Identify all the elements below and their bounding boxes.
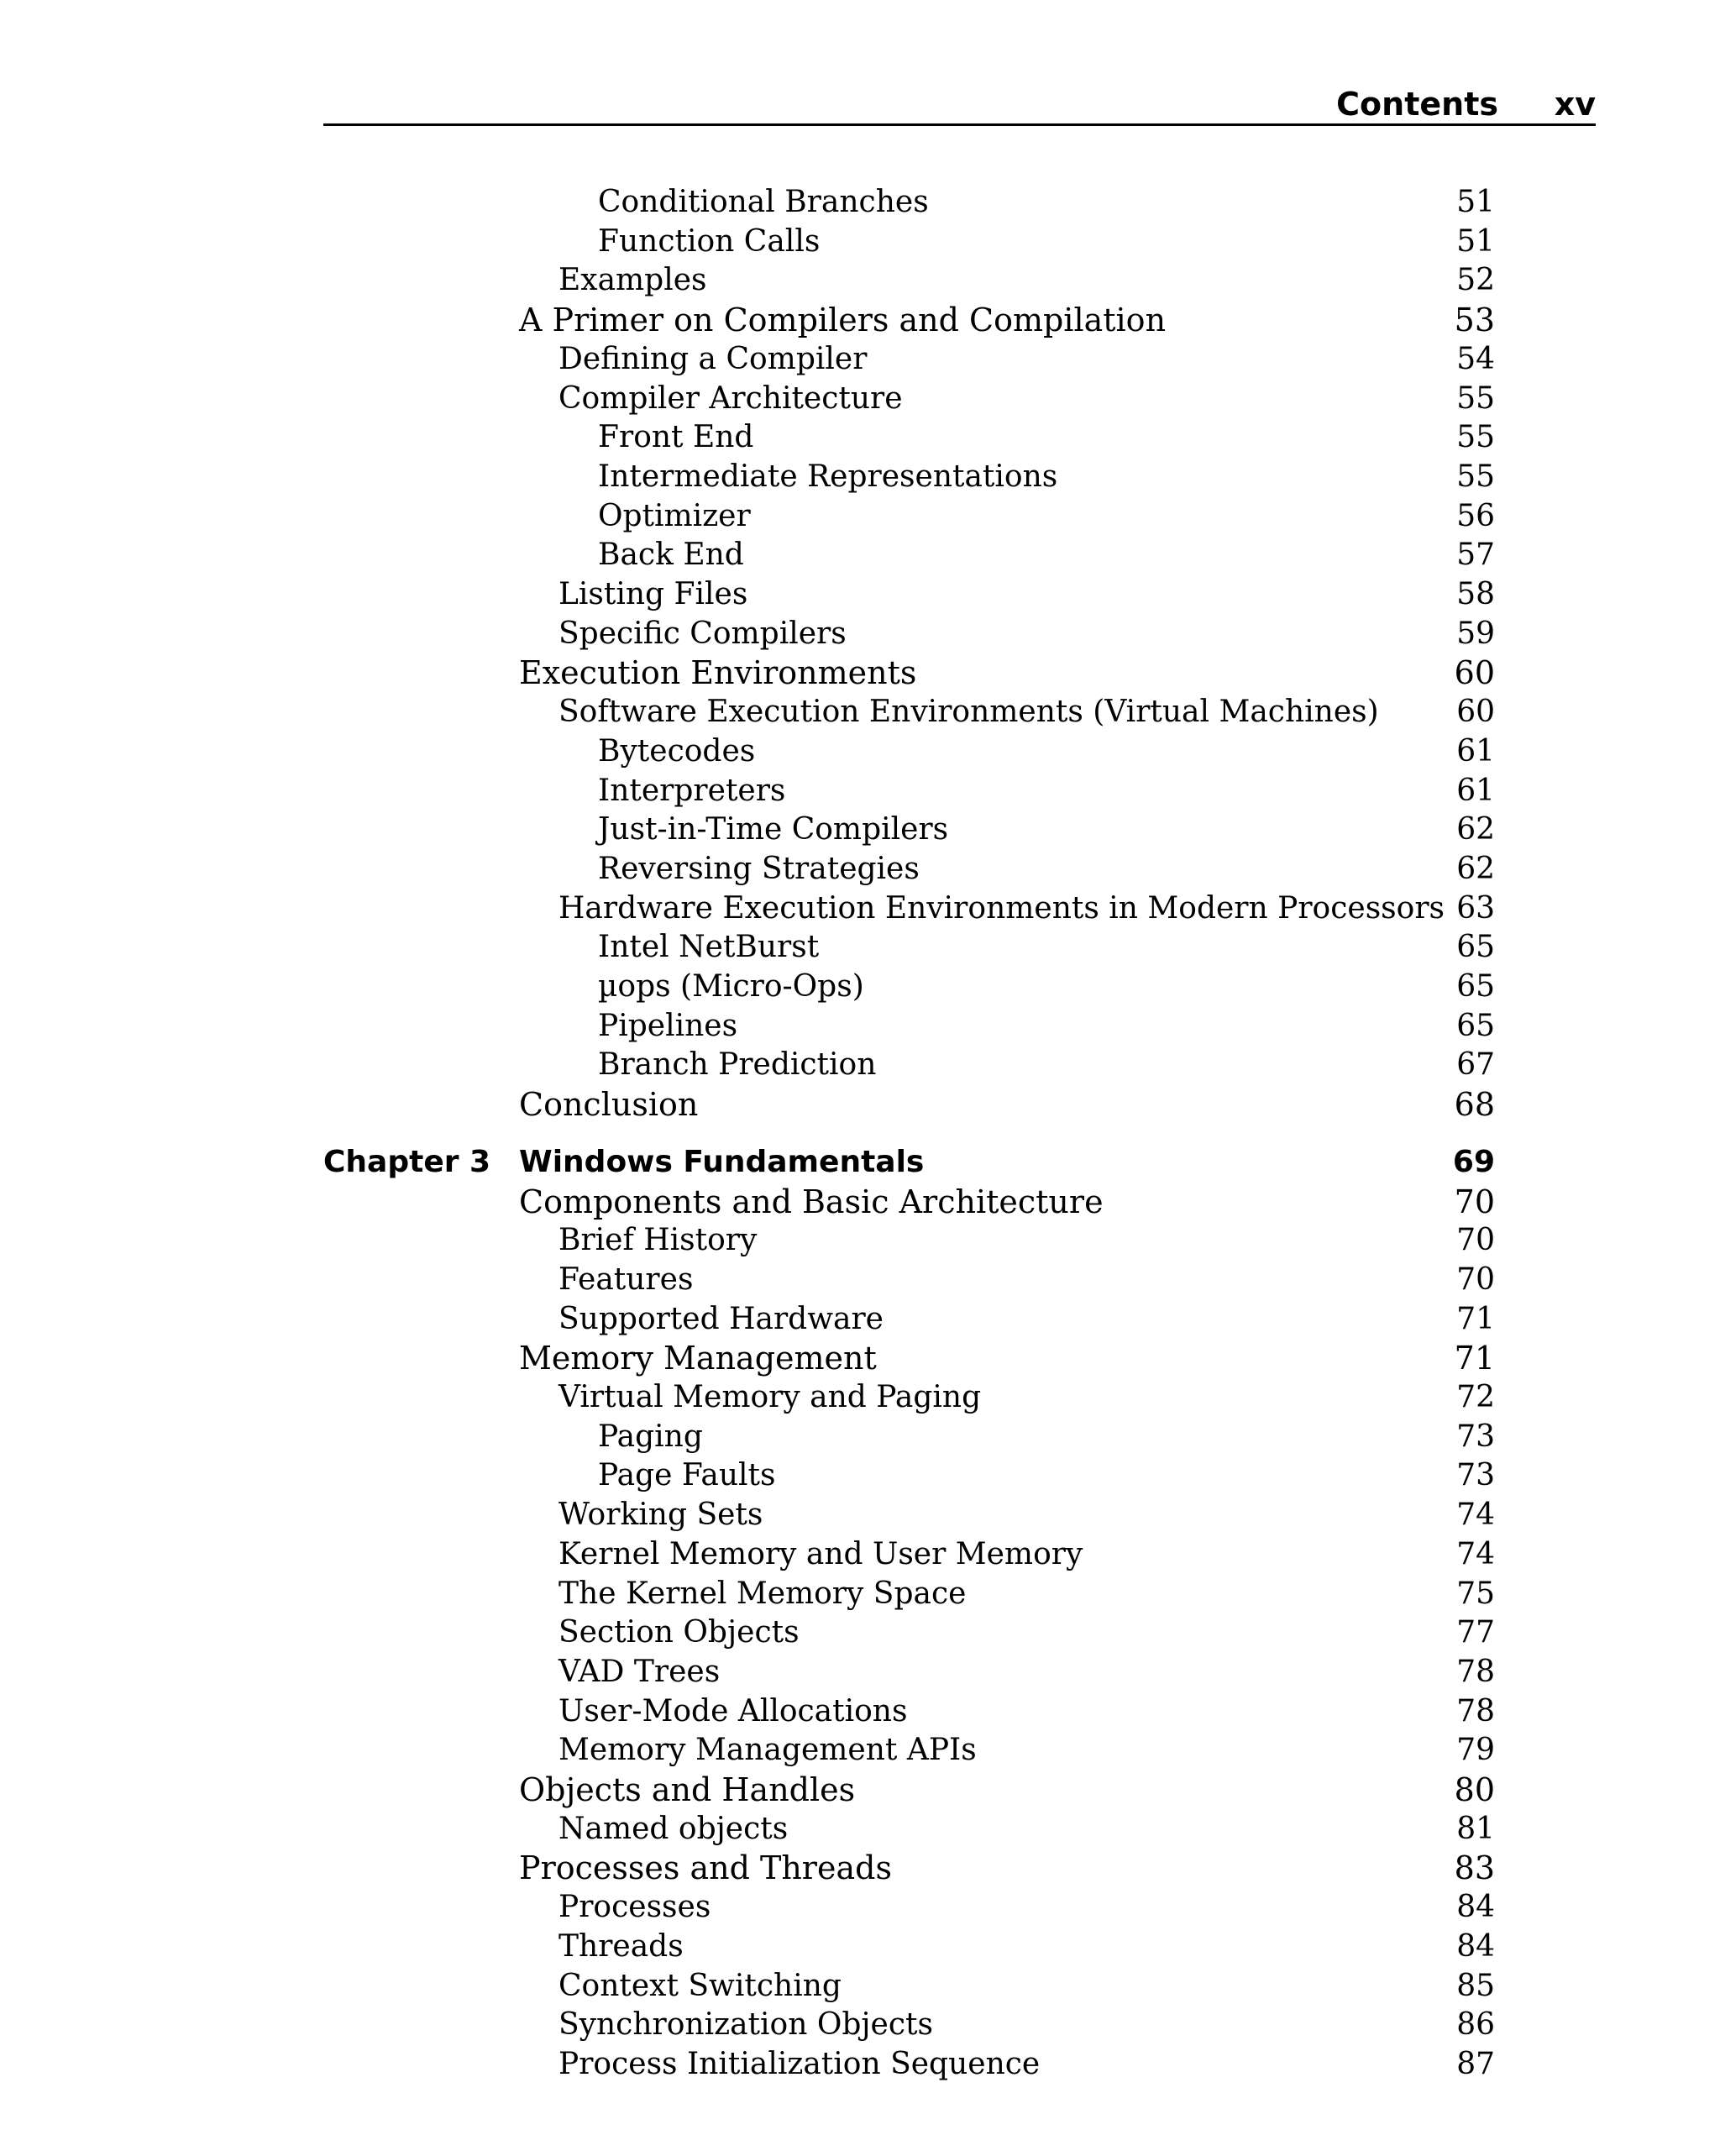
toc-entry-title: Memory Management — [519, 1340, 877, 1377]
toc-entry-title: Conclusion — [519, 1086, 699, 1124]
toc-entry-title: Hardware Execution Environments in Modern Processors — [558, 890, 1445, 926]
toc-entry-title: VAD Trees — [558, 1654, 721, 1689]
toc-entry-page-number: 51 — [1456, 223, 1495, 259]
toc-entry — [0, 1888, 1720, 1927]
toc-entry-page-number: 51 — [1456, 185, 1495, 219]
toc-entry-page-number: 86 — [1456, 2007, 1495, 2043]
toc-entry — [0, 1046, 1720, 1084]
toc-entry-title: Features — [558, 1262, 694, 1297]
toc-entry-page-number: 62 — [1456, 812, 1495, 847]
toc-entry-title: Bytecodes — [598, 733, 756, 769]
toc-entry-page-number: 84 — [1456, 1890, 1495, 1925]
toc-entry — [0, 1378, 1720, 1417]
toc-entry-title: Reversing Strategies — [598, 851, 920, 886]
toc-entry-page-number: 65 — [1456, 930, 1495, 965]
toc-entry-page-number: 70 — [1456, 1262, 1495, 1297]
toc-entry-title: Virtual Memory and Paging — [558, 1380, 982, 1414]
toc-entry — [0, 575, 1720, 614]
toc-entry — [0, 1418, 1720, 1456]
toc-entry-title: The Kernel Memory Space — [558, 1576, 967, 1611]
header-rule — [323, 123, 1596, 126]
toc-entry-title: Page Faults — [598, 1458, 776, 1493]
toc-entry-page-number: 55 — [1456, 380, 1495, 416]
toc-entry-title: Software Execution Environments (Virtual Machines) — [558, 695, 1379, 730]
toc-entry-page-number: 81 — [1456, 1811, 1495, 1846]
toc-entry-title: Specific Compilers — [558, 616, 847, 651]
toc-entry — [0, 2045, 1720, 2084]
toc-entry — [0, 1731, 1720, 1770]
toc-entry-page-number: 67 — [1456, 1047, 1495, 1083]
toc-entry-title: Front End — [598, 420, 754, 455]
toc-entry — [0, 1575, 1720, 1613]
toc-entry — [0, 928, 1720, 967]
toc-entry — [0, 183, 1720, 222]
toc-entry-title: Interpreters — [598, 773, 786, 808]
toc-entry — [0, 1810, 1720, 1849]
toc-entry — [0, 497, 1720, 536]
toc-entry-page-number: 65 — [1456, 969, 1495, 1004]
toc-entry-title: Pipelines — [598, 1008, 738, 1043]
toc-entry-page-number: 77 — [1456, 1615, 1495, 1650]
toc-entry-title: Intermediate Representations — [598, 459, 1058, 494]
toc-entry-page-number: 63 — [1456, 890, 1495, 926]
toc-entry-page-number: 61 — [1456, 773, 1495, 808]
toc-entry-title: Process Initialization Sequence — [558, 2046, 1041, 2081]
toc-entry — [0, 261, 1720, 300]
toc-entry-title: Conditional Branches — [598, 185, 929, 219]
toc-entry-page-number: 65 — [1456, 1008, 1495, 1043]
toc-chapter-title: Windows Fundamentals — [519, 1144, 925, 1179]
toc-entry-title: Branch Prediction — [598, 1047, 877, 1083]
running-header — [323, 82, 1596, 126]
toc-entry — [0, 1692, 1720, 1731]
toc-entry-page-number: 87 — [1456, 2046, 1495, 2081]
toc-entry — [0, 340, 1720, 379]
toc-entry — [0, 653, 1720, 692]
toc-entry-title: µops (Micro-Ops) — [598, 969, 864, 1004]
toc-entry — [0, 1535, 1720, 1574]
toc-entry-title: Components and Basic Architecture — [519, 1183, 1104, 1220]
toc-entry — [0, 380, 1720, 418]
toc-entry-page-number: 83 — [1454, 1849, 1495, 1887]
toc-entry-title: User-Mode Allocations — [558, 1693, 908, 1728]
toc-entry-page-number: 60 — [1454, 654, 1495, 692]
toc-entry — [0, 1300, 1720, 1339]
toc-entry-title: Memory Management APIs — [558, 1733, 977, 1768]
toc-entry-title: Working Sets — [558, 1498, 763, 1533]
toc-entry — [0, 1085, 1720, 1124]
toc-entry-page-number: 59 — [1456, 616, 1495, 651]
toc-entry-page-number: 52 — [1456, 263, 1495, 298]
toc-entry — [0, 732, 1720, 771]
toc-entry-page-number: 53 — [1454, 302, 1495, 339]
toc-entry-page-number: 84 — [1456, 1928, 1495, 1964]
toc-entry-page-number: 78 — [1456, 1693, 1495, 1728]
toc-entry-page-number: 56 — [1456, 498, 1495, 533]
running-header-page-number: xv — [1554, 86, 1596, 123]
toc-entry-title: Supported Hardware — [558, 1301, 884, 1336]
toc-entry-title: Execution Environments — [519, 654, 917, 692]
toc-entry — [0, 1653, 1720, 1692]
toc-entry — [0, 693, 1720, 732]
toc-entry-page-number: 60 — [1456, 695, 1495, 730]
toc-entry-title: Processes — [558, 1890, 711, 1925]
toc-entry-title: Processes and Threads — [519, 1849, 892, 1887]
toc-entry — [0, 968, 1720, 1006]
toc-entry — [0, 1221, 1720, 1260]
toc-entry-title: Paging — [598, 1419, 703, 1454]
toc-entry — [0, 810, 1720, 849]
toc-entry-title: Back End — [598, 538, 744, 573]
toc-entry — [0, 301, 1720, 339]
toc-entry-title: Optimizer — [598, 498, 751, 533]
toc-entry — [0, 458, 1720, 496]
toc-entry — [0, 1928, 1720, 1966]
toc-entry — [0, 1261, 1720, 1299]
toc-entry-page-number: 62 — [1456, 851, 1495, 886]
toc-entry-title: Section Objects — [558, 1615, 800, 1650]
toc-entry-title: Compiler Architecture — [558, 380, 903, 416]
toc-entry — [0, 1770, 1720, 1809]
toc-entry — [0, 418, 1720, 457]
toc-entry-page-number: 79 — [1456, 1733, 1495, 1768]
toc-entry-title: A Primer on Compilers and Compilation — [519, 302, 1167, 339]
toc-entry-title: Intel NetBurst — [598, 930, 820, 965]
toc-entry-title: Just-in-Time Compilers — [598, 812, 949, 847]
toc-entry-page-number: 70 — [1456, 1223, 1495, 1258]
toc-entry — [0, 850, 1720, 889]
toc-entry-page-number: 61 — [1456, 733, 1495, 769]
toc-entry-page-number: 69 — [1452, 1144, 1495, 1179]
toc-entry-title: Kernel Memory and User Memory — [558, 1536, 1083, 1571]
toc-entry — [0, 223, 1720, 261]
toc-entry-page-number: 73 — [1456, 1419, 1495, 1454]
toc-entry-title: Objects and Handles — [519, 1771, 856, 1808]
toc-entry — [0, 1849, 1720, 1887]
toc-entry-page-number: 70 — [1454, 1183, 1495, 1220]
toc-entry-title: Function Calls — [598, 223, 821, 259]
toc-entry-page-number: 68 — [1454, 1086, 1495, 1124]
toc-entry — [0, 1967, 1720, 2006]
toc-entry-title: Context Switching — [558, 1968, 842, 2003]
toc-entry-page-number: 73 — [1456, 1458, 1495, 1493]
toc-entry-page-number: 85 — [1456, 1968, 1495, 2003]
toc-entry-title: Listing Files — [558, 577, 748, 611]
toc-entry-page-number: 71 — [1454, 1340, 1495, 1377]
toc-entry — [0, 1613, 1720, 1652]
toc-entry — [0, 1183, 1720, 1221]
toc-entry-title: Examples — [558, 263, 707, 298]
toc-entry — [0, 2006, 1720, 2044]
toc-entry — [0, 1456, 1720, 1495]
toc-entry — [0, 889, 1720, 928]
toc-entry — [0, 772, 1720, 810]
toc-entry-page-number: 58 — [1456, 577, 1495, 611]
toc-entry-page-number: 78 — [1456, 1654, 1495, 1689]
toc-entry-page-number: 55 — [1456, 459, 1495, 494]
toc-entry-page-number: 72 — [1456, 1380, 1495, 1414]
toc-chapter-entry — [0, 1143, 1720, 1182]
toc-entry-title: Threads — [558, 1928, 684, 1964]
toc-chapter-label: Chapter 3 — [323, 1144, 491, 1179]
toc-entry-page-number: 71 — [1456, 1301, 1495, 1336]
running-header-section: Contents — [1336, 86, 1498, 123]
toc-entry-title: Named objects — [558, 1811, 789, 1846]
toc-entry-title: Brief History — [558, 1223, 758, 1258]
toc-entry-page-number: 75 — [1456, 1576, 1495, 1611]
toc-entry-page-number: 54 — [1456, 341, 1495, 376]
toc-entry-page-number: 57 — [1456, 538, 1495, 573]
toc-entry-page-number: 55 — [1456, 420, 1495, 455]
toc-entry — [0, 536, 1720, 574]
toc-entry — [0, 615, 1720, 653]
toc-entry-title: Synchronization Objects — [558, 2007, 933, 2043]
toc-entry-page-number: 80 — [1454, 1771, 1495, 1808]
toc-entry-title: Defining a Compiler — [558, 341, 868, 376]
toc-entry-page-number: 74 — [1456, 1498, 1495, 1533]
toc-entry — [0, 1007, 1720, 1046]
toc-entry — [0, 1496, 1720, 1534]
toc-entry-page-number: 74 — [1456, 1536, 1495, 1571]
toc-entry — [0, 1339, 1720, 1377]
